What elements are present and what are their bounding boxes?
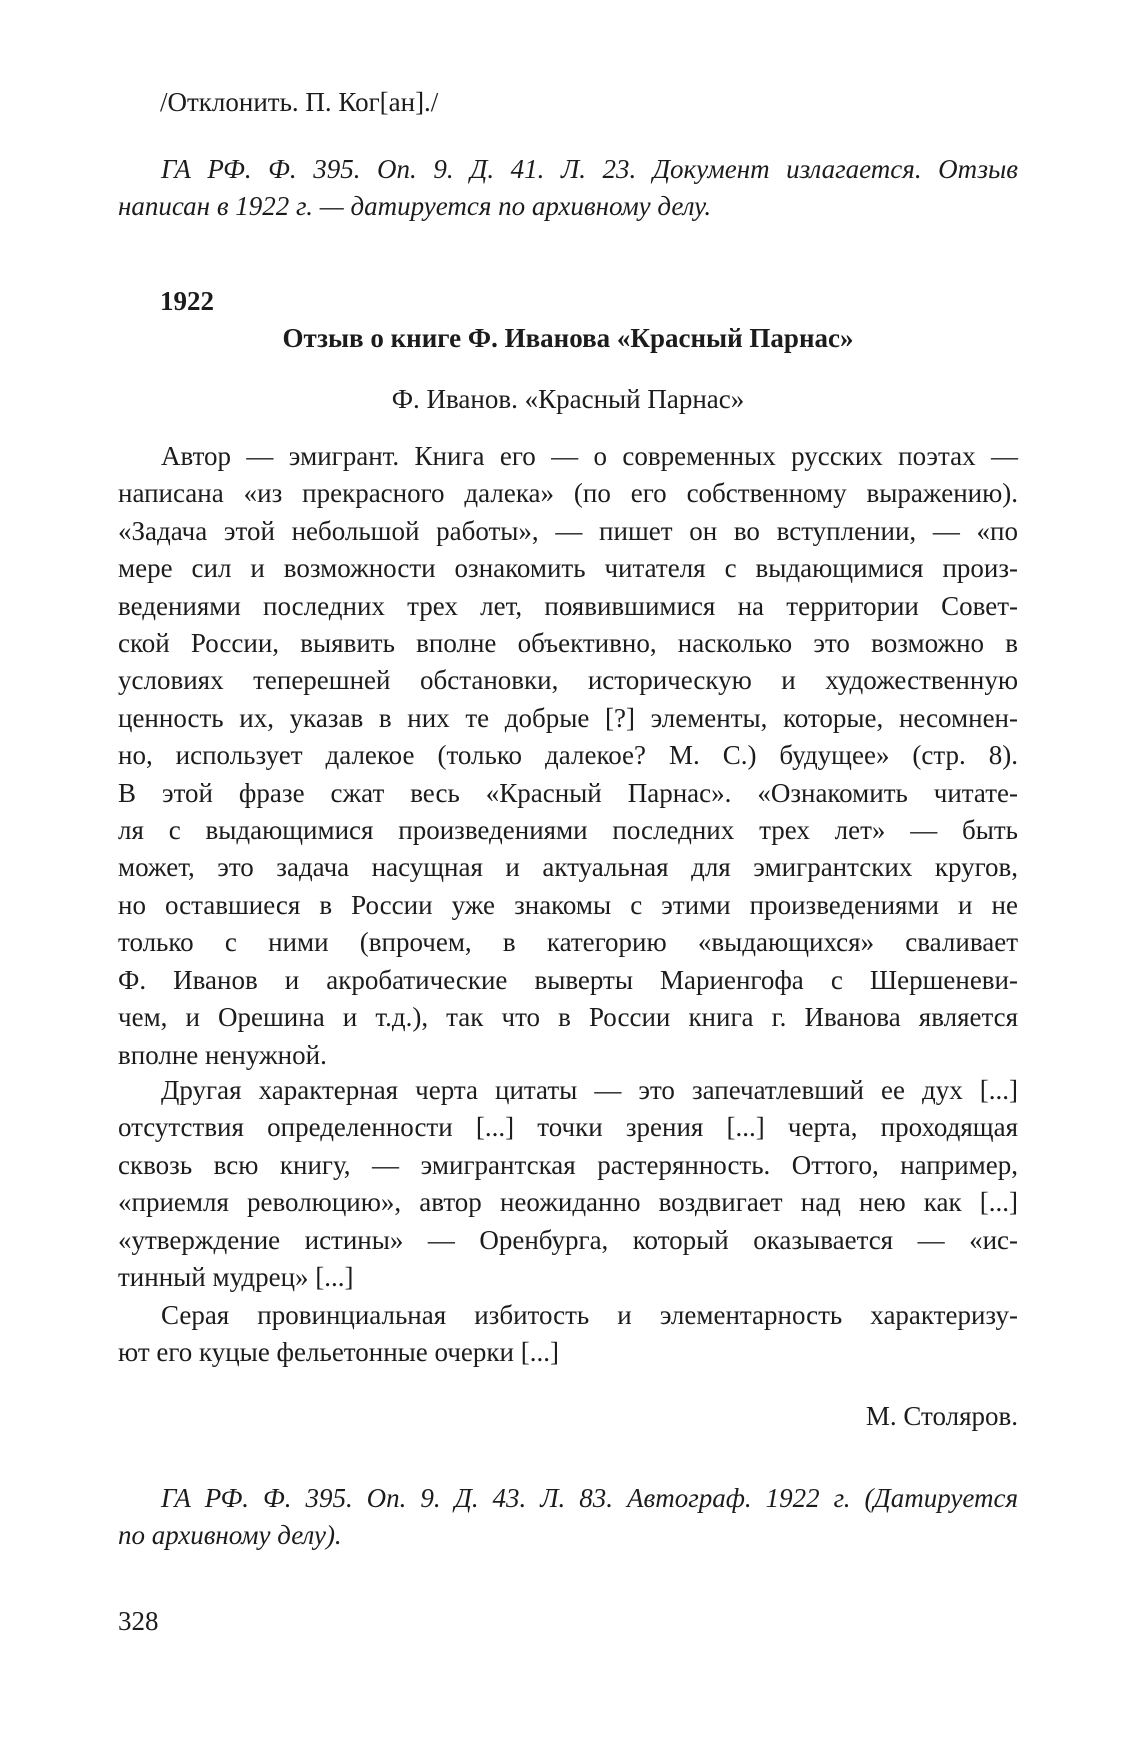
book-heading: Ф. Иванов. «Красный Парнас» (391, 384, 745, 414)
text-line: Ф. Иванов и акробатические выверты Мариенгофа с Шершеневи- (118, 964, 1018, 995)
text-line: Автор — эмигрант. Книга его — о современных русских поэтах — (161, 441, 1018, 471)
paragraph-3 (118, 1297, 1018, 1372)
paragraph-2 (118, 1072, 1018, 1296)
text-line: ведениями последних трех лет, появившимися на территории Совет- (118, 590, 1018, 621)
document-title: Отзыв о книге Ф. Иванова «Красный Парнас» (282, 323, 854, 353)
source-reference-line: написан в 1922 г. — датируется по архивному делу. (118, 191, 712, 222)
paragraph-1 (118, 438, 1018, 1074)
text-line: условиях теперешней обстановки, историческую и художественную (118, 665, 1018, 696)
text-line: «приемля революцию», автор неожиданно воздвигает над нею как [...] (118, 1187, 1018, 1218)
text-line: но оставшиеся в России уже знакомы с этими произведениями и не (118, 889, 1018, 920)
page-number: 328 (118, 1606, 159, 1636)
text-line: ценность их, указав в них те добрые [?] элементы, которые, несомнен- (118, 702, 1018, 733)
text-line: вполне ненужной. (118, 1039, 327, 1070)
top-note: /Отклонить. П. Ког[ан]./ (160, 87, 439, 117)
text-line: мере сил и возможности ознакомить читателя с выдающимися произ- (118, 553, 1018, 584)
source-reference-line: ГА РФ. Ф. 395. Оп. 9. Д. 43. Л. 83. Автограф. 1922 г. (Датируется (161, 1483, 1018, 1513)
text-line: может, это задача насущная и актуальная для эмигрантских кругов, (118, 852, 1018, 883)
text-line: но, использует далекое (только далекое? М. С.) будущее» (стр. 8). (118, 740, 1018, 771)
text-line: отсутствия определенности [...] точки зрения [...] черта, проходящая (118, 1112, 1018, 1143)
text-line: Другая характерная черта цитаты — это запечатлевший ее дух [...] (161, 1075, 1018, 1105)
text-line: ля с выдающимися произведениями последних трех лет» — быть (118, 815, 1018, 846)
text-line: ют его куцые фельетонные очерки [...] (118, 1337, 559, 1368)
text-line: В этой фразе сжат весь «Красный Парнас». «Ознакомить читате- (118, 777, 1018, 808)
source-reference-1 (118, 151, 1018, 226)
text-line: «утверждение истины» — Оренбурга, который оказывается — «ис- (118, 1224, 1018, 1255)
text-line: Серая провинциальная избитость и элементарность характеризу- (161, 1300, 1018, 1330)
source-reference-2 (118, 1480, 1018, 1555)
text-line: чем, и Орешина и т.д.), так что в России книга г. Иванова является (118, 1002, 1018, 1033)
text-line: «Задача этой небольшой работы», — пишет он во вступлении, — «по (118, 515, 1018, 546)
text-line: написана «из прекрасного далека» (по его собственному выражению). (118, 478, 1018, 509)
text-line: ской России, выявить вполне объективно, насколько это возможно в (118, 628, 1018, 659)
signature: М. Столяров. (865, 1401, 1018, 1431)
text-line: сквозь всю книгу, — эмигрантская растерянность. Оттого, например, (118, 1149, 1018, 1180)
source-reference-line: по архивному делу). (118, 1520, 342, 1551)
document-year: 1922 (160, 286, 214, 316)
text-line: тинный мудрец» [...] (118, 1262, 354, 1293)
source-reference-line: ГА РФ. Ф. 395. Оп. 9. Д. 41. Л. 23. Документ излагается. Отзыв (161, 154, 1018, 184)
text-line: только с ними (впрочем, в категорию «выдающихся» сваливает (118, 927, 1018, 958)
